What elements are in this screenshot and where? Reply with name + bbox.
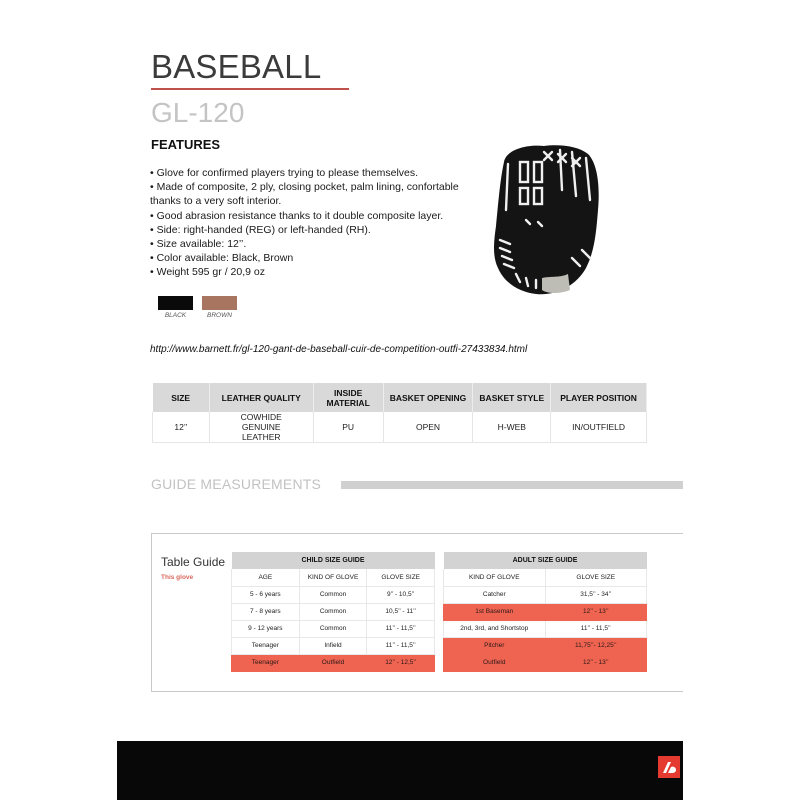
child-header-kind: KIND OF GLOVE	[299, 569, 367, 586]
baseball-glove-image	[486, 140, 606, 300]
feature-item: • Color available: Black, Brown	[150, 252, 294, 265]
spec-player-position: IN/OUTFIELD	[551, 412, 647, 443]
adult-header-kind: KIND OF GLOVE	[444, 569, 546, 586]
cell: Common	[299, 620, 367, 637]
cell: 11,75’’- 12,25’’	[545, 637, 646, 654]
spec-header-player-position: PLAYER POSITION	[551, 383, 647, 412]
spec-header-leather: LEATHER QUALITY	[209, 383, 313, 412]
product-url[interactable]: http://www.barnett.fr/gl-120-gant-de-baseball-cuir-de-competition-outfi-27433834.html	[150, 344, 528, 355]
feature-item: • Glove for confirmed players trying to please themselves.	[150, 167, 419, 179]
spec-basket-opening: OPEN	[383, 412, 473, 443]
child-header-size: GLOVE SIZE	[367, 569, 435, 586]
features-list	[150, 166, 480, 280]
cell: 11’’ - 11,5’’	[545, 620, 646, 637]
color-label-black: BLACK	[164, 312, 187, 319]
cell: 10,5’’ - 11’’	[367, 603, 435, 620]
color-label-brown: BROWN	[207, 312, 232, 319]
feature-item: • Made of composite, 2 ply, closing pocket, palm lining, confortable thanks to a very soft interior.	[150, 181, 459, 208]
spec-table	[152, 383, 647, 443]
spec-header-row	[153, 383, 647, 412]
table-row-highlighted	[444, 637, 647, 654]
cell: 12’’ - 13’’	[545, 603, 646, 620]
barnett-logo-glyph-icon	[658, 756, 680, 778]
this-glove-label: This glove	[161, 574, 194, 581]
child-header-age: AGE	[232, 569, 300, 586]
features-heading: FEATURES	[151, 137, 221, 152]
cell: Pitcher	[444, 637, 546, 654]
spec-header-basket-style: BASKET STYLE	[473, 383, 551, 412]
cell: 12’’ - 12,5’’	[367, 654, 435, 671]
child-table-caption: CHILD SIZE GUIDE	[232, 552, 435, 569]
cell: 11’’ - 11,5’’	[367, 620, 435, 637]
cell: 1st Baseman	[444, 603, 546, 620]
feature-item: • Good abrasion resistance thanks to it double composite layer.	[150, 209, 444, 222]
table-row	[232, 637, 435, 654]
cell: 7 - 8 years	[232, 603, 300, 620]
cell: Outfield	[444, 654, 546, 671]
color-swatch-brown	[202, 296, 237, 310]
color-swatch-black	[158, 296, 193, 310]
spec-size: 12’’	[153, 412, 210, 443]
cell: 12’’ - 13’’	[545, 654, 646, 671]
cell: 11’’ - 11,5’’	[367, 637, 435, 654]
table-row-highlighted	[444, 603, 647, 620]
cell: 2nd, 3rd, and Shortstop	[444, 620, 546, 637]
table-row	[232, 586, 435, 603]
table-row	[232, 620, 435, 637]
guide-title-bar	[341, 481, 683, 489]
page-title: BASEBALL	[151, 48, 322, 85]
spec-basket-style: H-WEB	[473, 412, 551, 443]
spec-inside: PU	[313, 412, 383, 443]
cell: Teenager	[232, 637, 300, 654]
cell: Outfield	[299, 654, 367, 671]
spec-header-basket-opening: BASKET OPENING	[383, 383, 473, 412]
child-size-table	[231, 552, 435, 672]
baseball-glove-icon	[486, 140, 606, 300]
spec-leather: COWHIDE GENUINE LEATHER	[209, 412, 313, 443]
table-row	[444, 586, 647, 603]
cell: 9’’ - 10,5’’	[367, 586, 435, 603]
feature-item: • Size available: 12’’.	[150, 238, 247, 251]
cell: Infield	[299, 637, 367, 654]
spec-data-row	[153, 412, 647, 443]
table-row	[232, 603, 435, 620]
child-header-row	[232, 569, 435, 586]
table-row-highlighted	[444, 654, 647, 671]
cell: Common	[299, 603, 367, 620]
cell: 31,5’’ - 34’’	[545, 586, 646, 603]
table-row-highlighted	[232, 654, 435, 671]
cell: Catcher	[444, 586, 546, 603]
cell: Common	[299, 586, 367, 603]
spec-header-inside: INSIDE MATERIAL	[313, 383, 383, 412]
adult-table-caption: ADULT SIZE GUIDE	[444, 552, 647, 569]
adult-size-table	[443, 552, 647, 672]
guide-section-title: GUIDE MEASUREMENTS	[151, 476, 322, 492]
feature-item: • Side: right-handed (REG) or left-handed (RH).	[150, 223, 371, 236]
footer-bar	[117, 741, 683, 800]
cell: 9 - 12 years	[232, 620, 300, 637]
feature-item: • Weight 595 gr / 20,9 oz	[150, 266, 265, 279]
cell: Teenager	[232, 654, 300, 671]
cell: 5 - 6 years	[232, 586, 300, 603]
adult-header-row	[444, 569, 647, 586]
model-name: GL-120	[151, 97, 245, 128]
table-guide-title: Table Guide	[161, 555, 226, 569]
title-underline	[151, 88, 349, 90]
table-row	[444, 620, 647, 637]
barnett-logo-icon	[658, 756, 680, 778]
spec-header-size: SIZE	[153, 383, 210, 412]
adult-header-size: GLOVE SIZE	[545, 569, 646, 586]
